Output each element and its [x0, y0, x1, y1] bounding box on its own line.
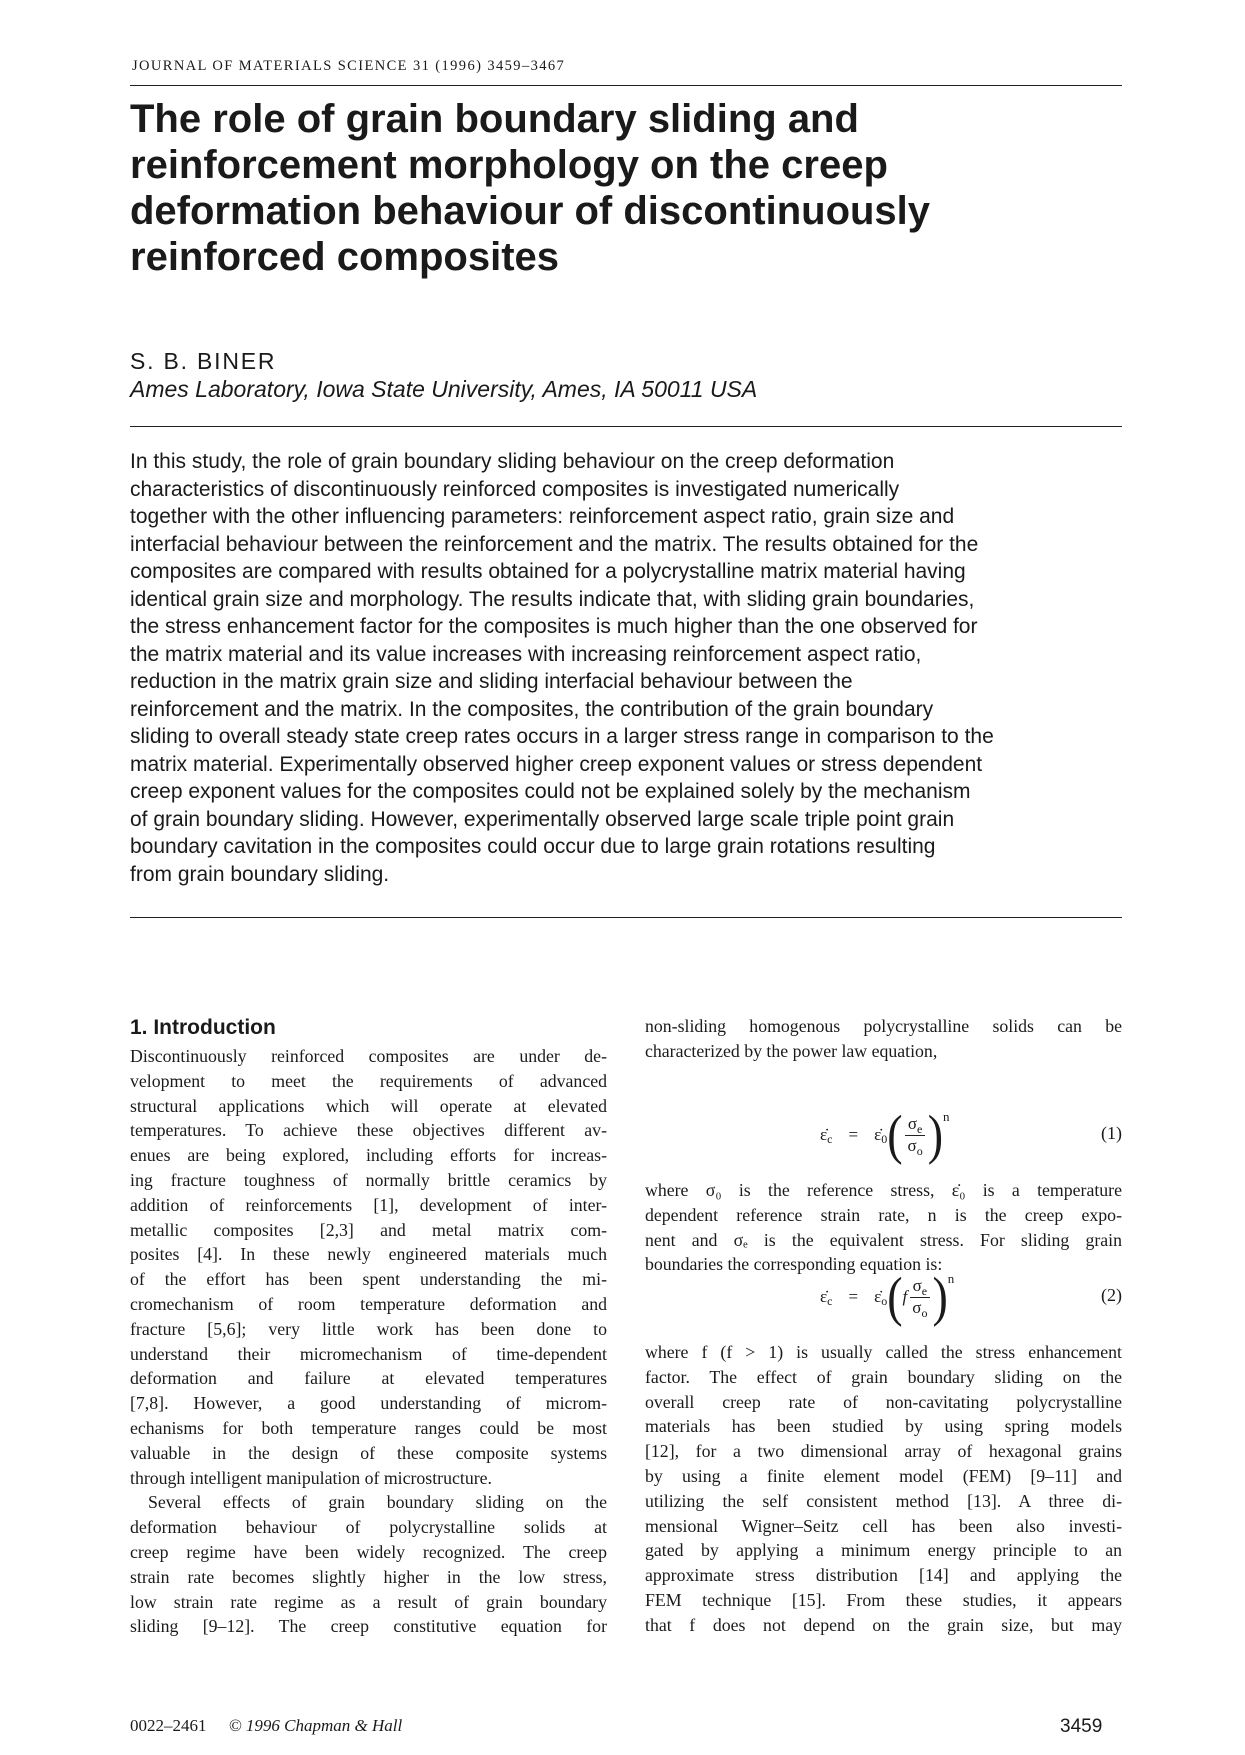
text-line: temperatures. To achieve these objectives different av- [130, 1120, 607, 1141]
footer-issn [130, 1716, 402, 1736]
text-line: that f does not depend on the grain size, but may [645, 1614, 1122, 1635]
eq-coef: ε̇ [874, 1287, 882, 1306]
text-line: gated by applying a minimum energy principle to an [645, 1540, 1122, 1561]
abstract-line: In this study, the role of grain boundary sliding behaviour on the creep deformation [130, 450, 895, 473]
abstract-top-rule [130, 426, 1122, 427]
eq-lhs-sub: c [827, 1293, 833, 1308]
text-line: metallic composites [2,3] and metal matrix com- [130, 1219, 607, 1240]
section-heading: 1. Introduction [130, 1016, 276, 1039]
text-line: [7,8]. However, a good understanding of microm- [130, 1393, 607, 1414]
text-line: FEM technique [15]. From these studies, it appears [645, 1589, 1122, 1610]
abstract-line: boundary cavitation in the composites could occur due to large grain rotations resulting [130, 835, 936, 858]
title-line: The role of grain boundary sliding and [130, 97, 859, 141]
left-column [130, 1044, 607, 1639]
abstract-line: together with the other influencing parameters: reinforcement aspect ratio, grain size and [130, 505, 955, 528]
paper-title [130, 96, 1030, 280]
abstract-line: composites are compared with results obtained for a polycrystalline matrix material having [130, 560, 966, 583]
text-line: utilizing the self consistent method [13]. A three di- [645, 1490, 1122, 1511]
equation-1 [645, 1105, 1122, 1165]
eq-num-sub: e [921, 1283, 928, 1298]
text-line: addition of reinforcements [1], development of inter- [130, 1194, 607, 1215]
header-rule [130, 85, 1122, 86]
eq-paren-left: ( [887, 1103, 903, 1165]
text-line: Several effects of grain boundary sliding on the [148, 1492, 607, 1513]
text-line: velopment to meet the requirements of advanced [130, 1070, 607, 1091]
abstract-line: matrix material. Experimentally observed higher creep exponent values or stress dependent [130, 752, 983, 776]
equation-number: (1) [1101, 1123, 1122, 1143]
text-line: enues are being explored, including efforts for increas- [130, 1145, 607, 1166]
text-line: where f (f > 1) is usually called the stress enhancement [645, 1342, 1122, 1362]
text-line: ing fracture toughness of normally brittle ceramics by [130, 1169, 607, 1190]
equation-body [820, 1267, 954, 1327]
copyright-text: © 1996 Chapman & Hall [228, 1716, 403, 1735]
text-line: structural applications which will operate at elevated [130, 1095, 607, 1116]
text-line: boundaries the corresponding equation is: [645, 1254, 943, 1275]
abstract-line: the matrix material and its value increases with increasing reinforcement aspect ratio, [130, 642, 922, 666]
text-line: mensional Wigner–Seitz cell has been also investi- [645, 1515, 1122, 1536]
text-line: nent and σₑ is the equivalent stress. For sliding grain [645, 1229, 1122, 1250]
eq-fraction [909, 1276, 930, 1319]
text-line: non-sliding homogenous polycrystalline solids can be [645, 1016, 1122, 1036]
eq-den-sub: o [921, 1305, 928, 1320]
eq-coef-sub: 0 [881, 1131, 888, 1146]
eq-den: σ [912, 1297, 922, 1317]
text-line: echanisms for both temperature ranges could be most [130, 1417, 607, 1438]
eq-lhs-sub: c [827, 1131, 833, 1146]
text-line: of the effort has been spent understanding the mi- [130, 1269, 607, 1290]
title-line: reinforcement morphology on the creep [130, 143, 888, 187]
text-line: valuable in the design of these composite systems [130, 1442, 607, 1463]
issn-text: 0022–2461 [130, 1716, 207, 1735]
text-line: where σ₀ is the reference stress, ε̇₀ is a temperature [645, 1180, 1122, 1200]
text-line: deformation behaviour of polycrystalline solids at [130, 1517, 607, 1538]
right-column-intro [645, 1014, 1122, 1064]
eq-num-sub: e [917, 1121, 923, 1136]
eq-num: σ [907, 1113, 918, 1133]
abstract-line: characteristics of discontinuously reinforced composites is investigated numerically [130, 477, 900, 501]
eq-paren-right: ) [927, 1103, 944, 1165]
abstract-line: identical grain size and morphology. The results indicate that, with sliding grain boundaries, [130, 587, 975, 611]
text-line: dependent reference strain rate, n is the creep expo- [645, 1204, 1122, 1225]
text-line: sliding [9–12]. The creep constitutive equation for [130, 1616, 607, 1637]
eq-coef: ε̇ [874, 1125, 882, 1144]
journal-header: JOURNAL OF MATERIALS SCIENCE 31 (1996) 3459–3467 [132, 58, 566, 74]
eq-factor: f [902, 1287, 908, 1306]
abstract [130, 448, 1122, 888]
text-line: posites [4]. In these newly engineered materials much [130, 1244, 607, 1265]
author-affiliation: Ames Laboratory, Iowa State University, Ames, IA 50011 USA [130, 376, 758, 402]
abstract-line: the stress enhancement factor for the composites is much higher than the one observed for [130, 615, 978, 638]
equation-number: (2) [1101, 1285, 1122, 1305]
text-line: factor. The effect of grain boundary sliding on the [645, 1366, 1122, 1387]
text-line: strain rate becomes slightly higher in the low stress, [130, 1566, 607, 1587]
text-line: low strain rate regime as a result of grain boundary [130, 1591, 607, 1612]
title-line: reinforced composites [130, 235, 560, 279]
right-column-mid [645, 1178, 1122, 1277]
eq-lhs: ε̇ [820, 1287, 828, 1306]
abstract-line: reduction in the matrix grain size and sliding interfacial behaviour between the [130, 670, 853, 693]
eq-coef-sub: o [881, 1293, 888, 1308]
abstract-line: sliding to overall steady state creep rates occurs in a larger stress range in comparison to the [130, 725, 994, 748]
abstract-line: from grain boundary sliding. [130, 862, 390, 886]
abstract-line: interfacial behaviour between the reinforcement and the matrix. The results obtained for the [130, 532, 979, 556]
abstract-bottom-rule [130, 917, 1122, 918]
text-line: by using a finite element model (FEM) [9–11] and [645, 1465, 1122, 1486]
text-line: creep regime have been widely recognized. The creep [130, 1541, 607, 1562]
text-line: characterized by the power law equation, [645, 1040, 938, 1061]
text-line: [12], for a two dimensional array of hexagonal grains [645, 1441, 1122, 1462]
text-line: through intelligent manipulation of microstructure. [130, 1467, 492, 1488]
author-name: S. B. BINER [130, 348, 277, 374]
text-line: deformation and failure at elevated temperatures [130, 1368, 607, 1389]
eq-exponent: n [943, 1109, 950, 1124]
eq-equals: = [848, 1287, 859, 1306]
equation-body [820, 1105, 950, 1165]
abstract-line: reinforcement and the matrix. In the composites, the contribution of the grain boundary [130, 697, 934, 721]
text-line: approximate stress distribution [14] and applying the [645, 1565, 1122, 1586]
text-line: fracture [5,6]; very little work has been done to [130, 1318, 607, 1339]
text-line: materials has been studied by using spring models [645, 1416, 1122, 1437]
eq-paren-right: ) [932, 1265, 948, 1327]
eq-paren-left: ( [887, 1265, 903, 1327]
eq-den: σ [907, 1135, 917, 1155]
eq-den-sub: o [916, 1143, 923, 1158]
text-line: cromechanism of room temperature deformation and [130, 1293, 607, 1314]
page-number: 3459 [1060, 1716, 1103, 1737]
text-line: Discontinuously reinforced composites are under de- [130, 1046, 607, 1066]
text-line: understand their micromechanism of time-dependent [130, 1343, 607, 1364]
eq-equals: = [848, 1125, 859, 1144]
right-column-end [645, 1340, 1122, 1638]
eq-num: σ [912, 1275, 922, 1295]
eq-lhs: ε̇ [820, 1125, 828, 1144]
title-line: deformation behaviour of discontinuously [130, 189, 931, 233]
equation-2 [645, 1267, 1122, 1327]
abstract-line: creep exponent values for the composites could not be explained solely by the mechanism [130, 780, 971, 803]
text-line: overall creep rate of non-cavitating polycrystalline [645, 1391, 1122, 1412]
eq-exponent: n [947, 1271, 955, 1286]
abstract-line: of grain boundary sliding. However, experimentally observed large scale triple point grain [130, 807, 955, 831]
eq-fraction [905, 1114, 926, 1157]
